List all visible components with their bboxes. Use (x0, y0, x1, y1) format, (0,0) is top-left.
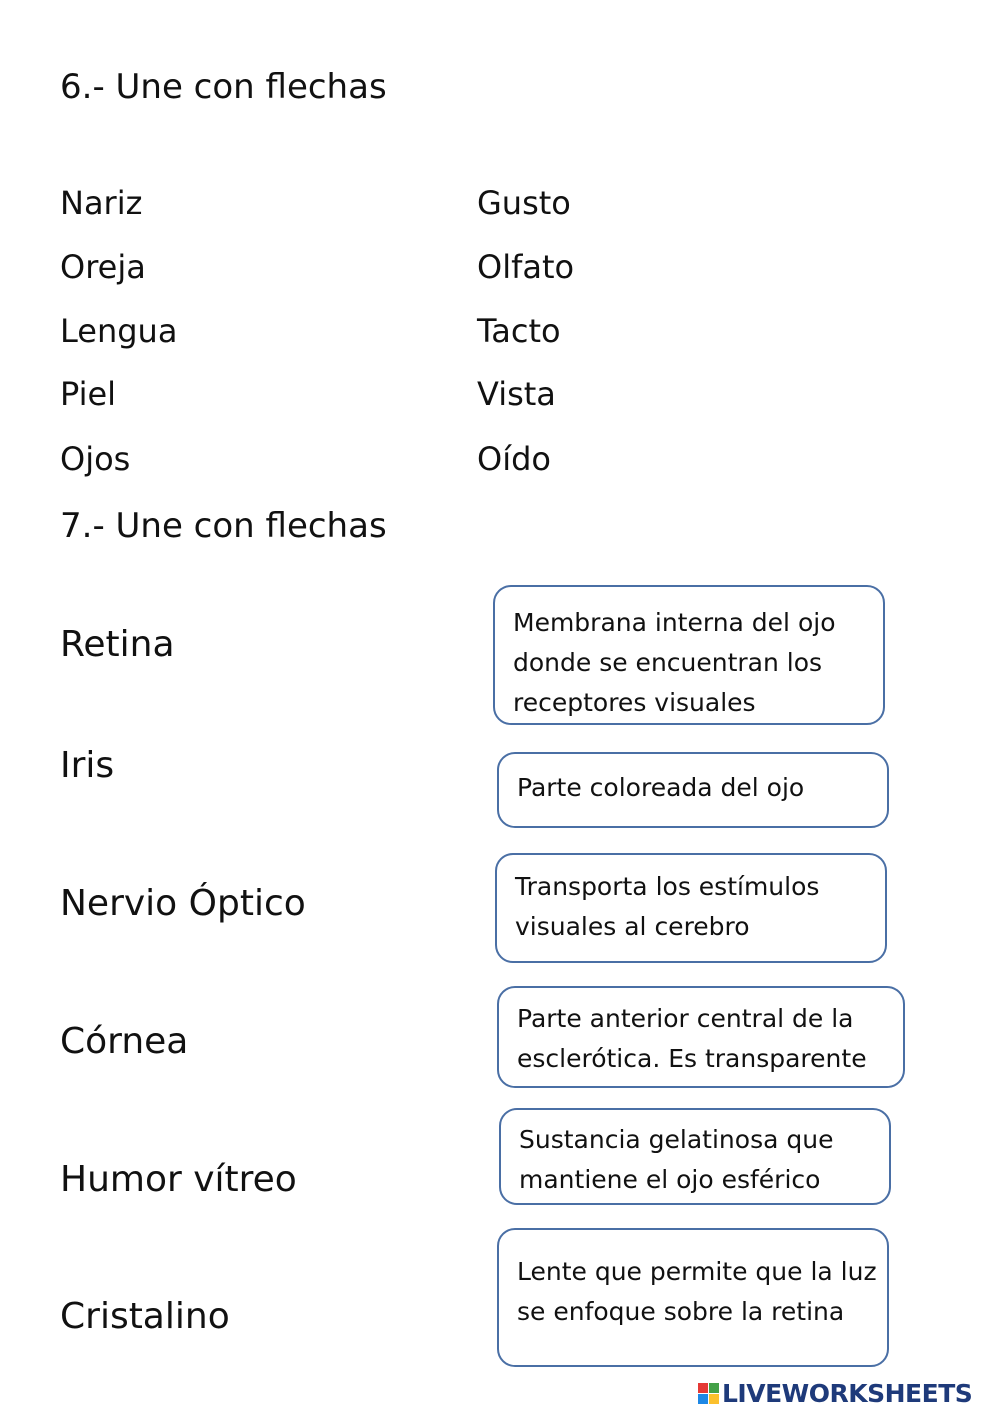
term-nervio-optico[interactable]: Nervio Óptico (60, 883, 306, 924)
definition-line: Membrana interna del ojo (513, 608, 836, 637)
term-iris[interactable]: Iris (60, 745, 115, 786)
definition-line: Lente que permite que la luz (517, 1257, 877, 1286)
definition-line: donde se encuentran los (513, 648, 823, 677)
logo-text: LIVEWORKSHEETS (722, 1378, 973, 1408)
section-7-heading: 7.- Une con flechas (60, 506, 387, 546)
liveworksheets-logo (698, 1378, 972, 1408)
left-item-ojos[interactable]: Ojos (60, 440, 131, 478)
definition-line: Parte coloreada del ojo (517, 773, 805, 802)
term-humor-vitreo[interactable]: Humor vítreo (60, 1159, 297, 1200)
definition-line: Parte anterior central de la (517, 1004, 854, 1033)
definition-line: mantiene el ojo esférico (519, 1165, 821, 1194)
definition-line: se enfoque sobre la retina (517, 1297, 845, 1326)
definition-box-cristalino[interactable] (497, 1228, 889, 1367)
term-retina[interactable]: Retina (60, 624, 175, 665)
left-item-oreja[interactable]: Oreja (60, 248, 146, 286)
left-item-piel[interactable]: Piel (60, 375, 117, 413)
definition-line: receptores visuales (513, 688, 756, 717)
left-item-nariz[interactable]: Nariz (60, 184, 143, 222)
right-item-oido[interactable]: Oído (477, 440, 551, 478)
right-item-gusto[interactable]: Gusto (477, 184, 571, 222)
definition-line: visuales al cerebro (515, 912, 750, 941)
definition-line: esclerótica. Es transparente (517, 1044, 867, 1073)
section-6-heading: 6.- Une con flechas (60, 67, 387, 107)
definition-box-retina[interactable] (493, 585, 885, 725)
definition-line: Transporta los estímulos (515, 872, 820, 901)
right-item-olfato[interactable]: Olfato (477, 248, 575, 286)
definition-box-iris[interactable] (497, 752, 889, 828)
term-cornea[interactable]: Córnea (60, 1021, 189, 1062)
right-item-tacto[interactable]: Tacto (477, 312, 561, 350)
logo-mark-icon (698, 1383, 719, 1404)
right-item-vista[interactable]: Vista (477, 375, 556, 413)
definition-box-nervio-optico[interactable] (495, 853, 887, 963)
term-cristalino[interactable]: Cristalino (60, 1296, 230, 1337)
definition-line: Sustancia gelatinosa que (519, 1125, 834, 1154)
left-item-lengua[interactable]: Lengua (60, 312, 178, 350)
definition-box-humor-vitreo[interactable] (499, 1108, 891, 1205)
definition-box-cornea[interactable] (497, 986, 905, 1088)
